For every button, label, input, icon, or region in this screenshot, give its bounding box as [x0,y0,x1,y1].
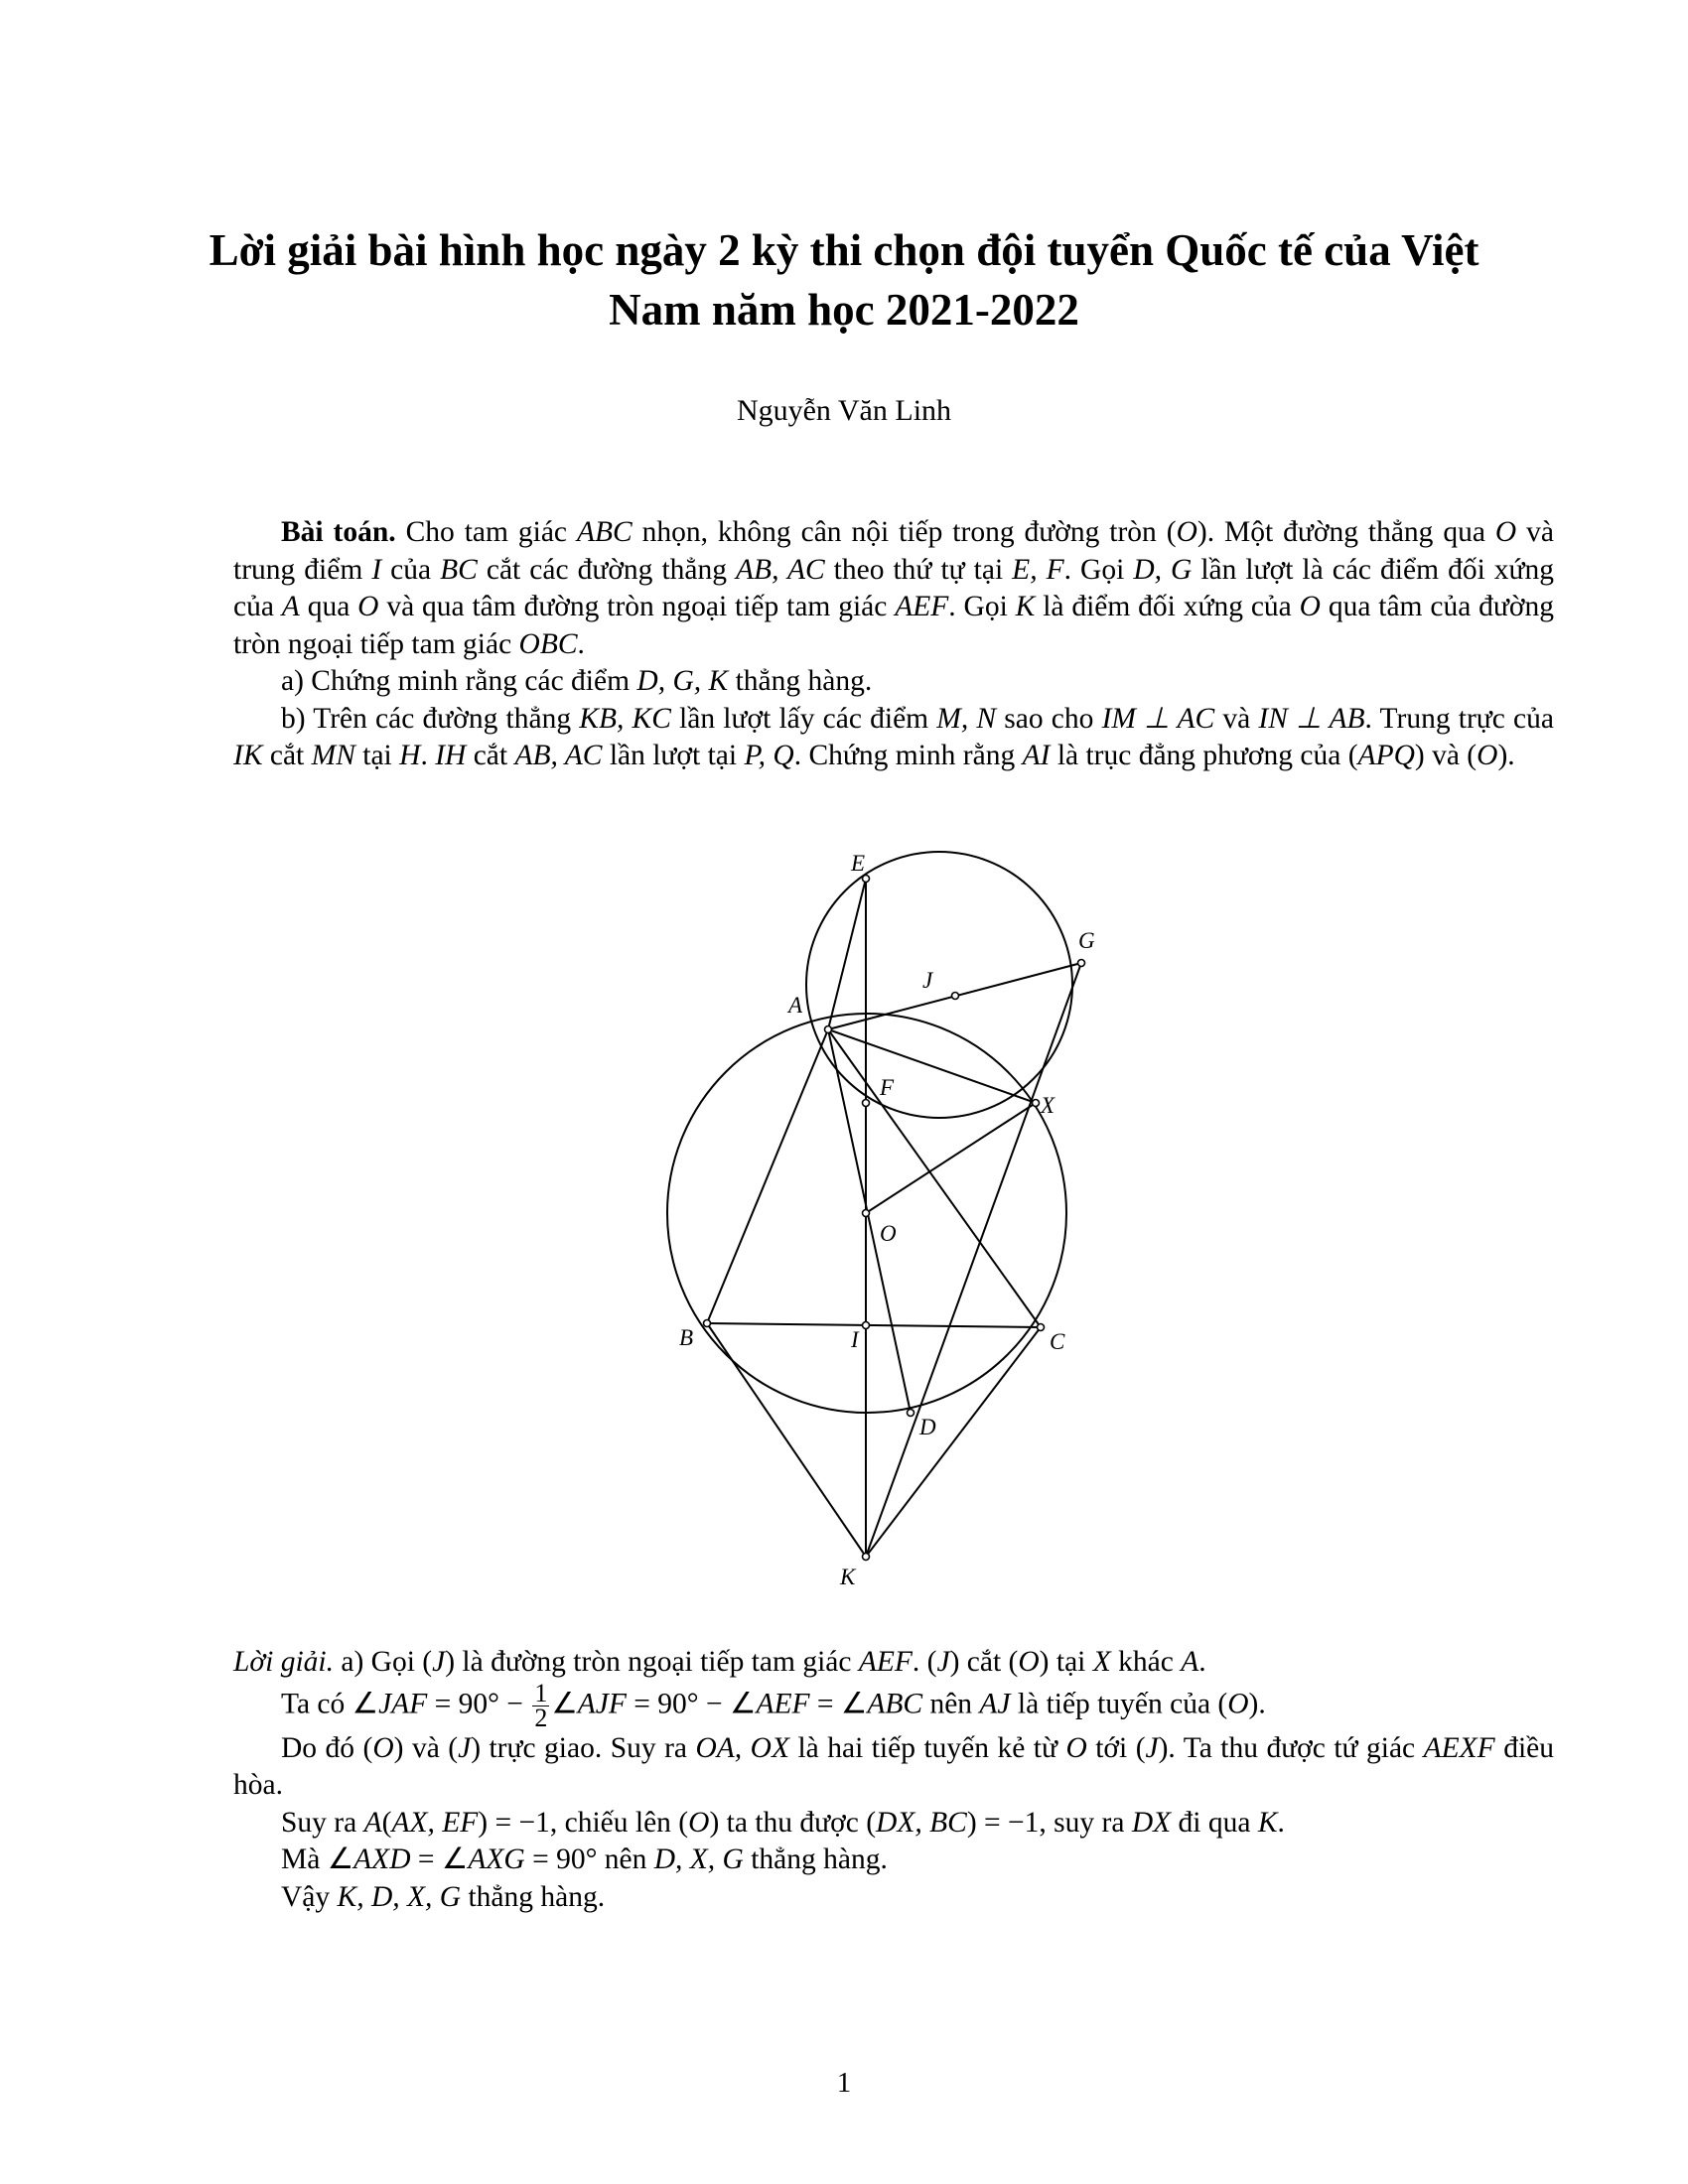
math-symbol: OA, OX [695,1731,789,1764]
point-C [1038,1324,1045,1331]
math-symbol: ABC [576,516,633,548]
math-symbol: J [458,1731,472,1764]
solution-paragraph-5: Mà ∠AXD = ∠AXG = 90° nên D, X, G thẳng hàng. [281,1843,888,1875]
point-I [863,1322,870,1329]
math-symbol: AEF [858,1646,913,1678]
line-GK [866,963,1081,1557]
line-EA [828,879,866,1029]
fraction-one-half [532,1678,549,1732]
point-F [863,1100,870,1107]
math-symbol: O [1299,591,1321,622]
math-symbol: AEF [756,1687,810,1719]
math-symbol: A [281,591,300,622]
paper-title: Lời giải bài hình học ngày 2 kỳ thi chọn đội tuyển Quốc tế của Việt Nam năm học 2021-2022 [209,225,1479,335]
solution-paragraph-4: Suy ra A(AX, EF) = −1, chiếu lên (O) ta thu được (DX, BC) = −1, suy ra DX đi qua K. [281,1806,1285,1839]
point-D [908,1410,914,1417]
math-symbol: K [1257,1806,1278,1839]
math-symbol: AJ [979,1687,1011,1719]
math-symbol: J [432,1646,446,1678]
math-symbol: I [371,553,382,586]
solution-heading: Lời giải. [233,1646,334,1678]
point-A [825,1026,832,1033]
label-G: G [1078,928,1095,953]
line-BC [707,1323,1041,1327]
point-J [952,993,959,1000]
math-symbol: IH [435,740,467,771]
math-symbol: AEF [895,591,949,622]
label-X: X [1041,1093,1055,1118]
math-symbol: KB, KC [579,702,671,735]
math-symbol: ABC [867,1687,923,1719]
label-B: B [679,1325,694,1350]
author-name: Nguyễn Văn Linh [736,394,952,427]
math-symbol: J [936,1646,950,1678]
math-symbol: AXG [468,1843,525,1875]
math-symbol: O [357,591,379,622]
page-number: 1 [836,2067,852,2099]
label-J: J [922,968,933,993]
math-symbol: AX, EF [391,1806,479,1839]
math-symbol: D, G [1133,553,1193,586]
math-symbol: J [1145,1731,1159,1764]
math-symbol: O [1227,1687,1249,1719]
problem-section [233,514,1554,775]
math-symbol: O [1494,516,1517,548]
math-symbol: O [688,1806,710,1839]
problem-statement [233,514,1554,663]
solution-section [233,1644,1554,1916]
geometry-figure [655,849,1112,1623]
math-symbol: BC [440,553,478,586]
math-symbol: O [1065,1731,1087,1764]
solution-paragraph-1-text: a) Gọi (J) là đường tròn ngoại tiếp tam giác AEF. (J) cắt (O) tại X khác A. [334,1646,1206,1678]
solution-paragraph-1 [233,1644,1554,1682]
label-A: A [788,993,803,1018]
math-symbol: JAF [378,1687,428,1719]
solution-paragraph-6: Vậy K, D, X, G thẳng hàng. [281,1880,606,1913]
math-symbol: AJF [577,1687,627,1719]
point-B [704,1320,711,1327]
problem-part-b: b) Trên các đường thẳng KB, KC lần lượt lấy các điểm M, N sao cho IM ⊥ AC và IN ⊥ AB. Trung trực của IK cắt MN tại H. IH cắt AB, AC lần lượt tại P, Q. Chứng minh rằng AI là trục đẳng phương của (APQ) và (O). [233,702,1554,771]
label-I: I [851,1327,859,1352]
math-symbol: IN ⊥ AB [1258,702,1365,735]
circle-J [806,852,1072,1118]
math-symbol: AI [1022,740,1051,771]
label-E: E [851,851,866,876]
geometry-diagram [655,849,1112,1623]
math-symbol: O [1018,1646,1040,1678]
math-symbol: AXD [353,1843,411,1875]
math-symbol: AEXF [1423,1731,1495,1764]
math-symbol: AB, AC [514,740,603,771]
line-CK [866,1327,1041,1557]
math-symbol: OBC [518,627,578,660]
math-symbol: X [1092,1646,1111,1678]
math-symbol: O [1176,516,1197,548]
problem-part-a: a) Chứng minh rằng các điểm D, G, K thẳng hàng. [281,665,873,697]
label-K: K [840,1565,856,1589]
math-symbol: DX, BC [876,1806,967,1839]
math-symbol: IK [233,740,263,771]
math-symbol: O [1477,740,1498,771]
math-symbol: DX [1131,1806,1172,1839]
solution-paragraph-3: Do đó (O) và (J) trực giao. Suy ra OA, OX là hai tiếp tuyến kẻ từ O tới (J). Ta thu được tứ giác AEXF điều hòa. [233,1731,1554,1801]
math-symbol: M, N [936,702,997,735]
math-symbol: E, F [1012,553,1064,586]
math-symbol: MN [311,740,355,771]
solution-paragraph-2-start: Ta có ∠JAF = 90° − [281,1687,531,1719]
point-X [1033,1100,1040,1107]
math-symbol: K [1015,591,1036,622]
line-BK [707,1323,866,1557]
math-symbol: H [399,740,421,771]
label-O: O [880,1221,897,1246]
problem-heading: Bài toán. [281,516,396,548]
math-symbol: A [1181,1646,1199,1678]
label-F: F [880,1075,895,1100]
point-K [863,1554,870,1561]
point-G [1078,960,1085,967]
math-symbol: IM ⊥ AC [1101,702,1215,735]
math-symbol: D, G, K [636,665,729,697]
math-symbol: P, Q [744,740,794,771]
math-symbol: O [372,1731,394,1764]
label-C: C [1050,1329,1065,1354]
solution-paragraph-2-end: ∠AJF = 90° − ∠AEF = ∠ABC nên AJ là tiếp tuyến của (O). [551,1687,1266,1719]
solution-paragraph-2 [233,1678,1554,1732]
problem-statement-text: Cho tam giác ABC nhọn, không cân nội tiếp trong đường tròn (O). Một đường thẳng qua O và trung điểm I của BC cắt các đường thẳng AB, AC theo thứ tự tại E, F. Gọi D, G lần lượt là các điểm đối xứng của A qua O và qua tâm đường tròn ngoại tiếp tam giác AEF. Gọi K là điểm đối xứng của O qua tâm của đường tròn ngoại tiếp tam giác OBC. [233,516,1555,660]
label-D: D [919,1415,936,1439]
fraction-denominator: 2 [534,1703,548,1732]
math-symbol: K, D, X, G [337,1880,462,1913]
fraction-numerator: 1 [534,1678,548,1707]
math-symbol: AB, AC [736,553,825,586]
math-symbol: APQ [1357,740,1415,771]
point-E [863,876,870,883]
point-O [863,1210,870,1217]
math-symbol: D, X, G [653,1843,744,1875]
math-symbol: A [363,1806,382,1839]
